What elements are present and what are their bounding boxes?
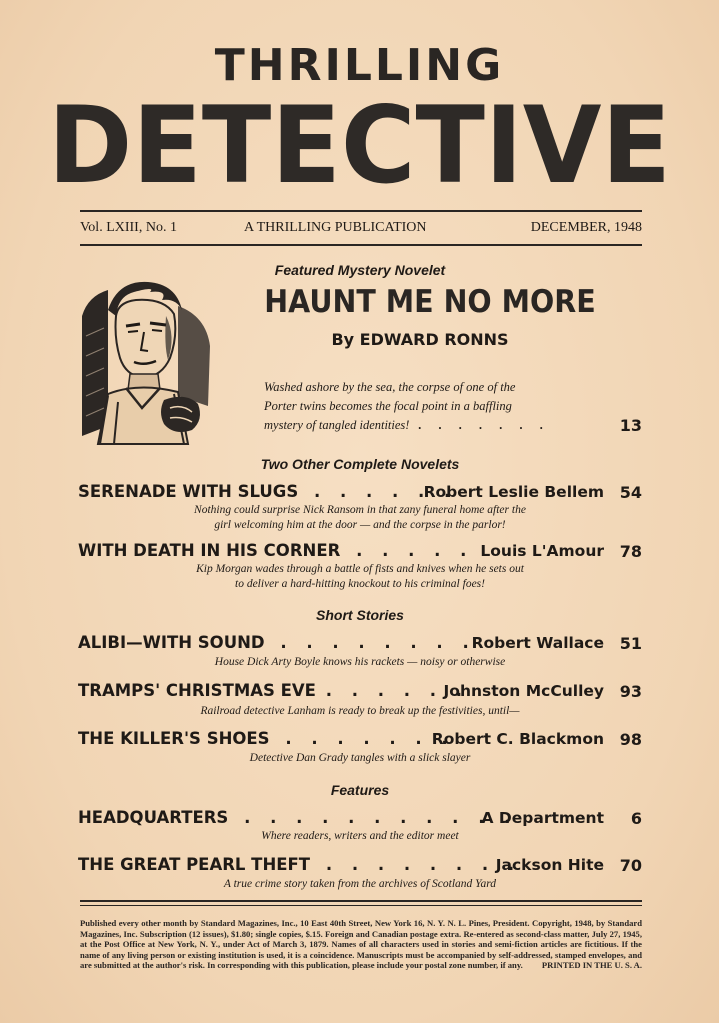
issue-rule bbox=[80, 244, 642, 246]
toc-entry-author: A Department bbox=[481, 809, 604, 827]
toc-entry-author: Robert Leslie Bellem bbox=[423, 483, 604, 501]
bottom-rule-1 bbox=[80, 900, 642, 902]
bottom-rule-2 bbox=[80, 905, 642, 906]
toc-entry-author: Robert Wallace bbox=[471, 634, 604, 652]
toc-entry-author: Robert C. Blackmon bbox=[431, 730, 604, 748]
leader-dots: . . . . . . bbox=[325, 681, 470, 700]
masthead-top-word: THRILLING bbox=[214, 40, 505, 91]
featured-blurb bbox=[264, 378, 624, 435]
featured-author: By EDWARD RONNS bbox=[331, 330, 509, 349]
toc-entry-page: 93 bbox=[619, 682, 642, 701]
leader-dots: . . . . . . . . bbox=[280, 633, 476, 652]
toc-entry-page: 78 bbox=[619, 542, 642, 561]
section-heading-novelets: Two Other Complete Novelets bbox=[260, 456, 460, 472]
publication-fineprint bbox=[80, 918, 642, 971]
featured-blurb-line-text: mystery of tangled identities! bbox=[264, 418, 410, 432]
fineprint-text: Published every other month by Standard Magazines, Inc., 10 East 40th Street, New York 16, N. Y. N. L. Pines, President. Copyright, 1948, by Standard Magazines, Inc. Subscription (12 issues), $1.80; single copies, $.15. Foreign and Canadian postage extra. Re-entered as second-class matter, July 27, 1945, at the Post Office at New York, N. Y., under Act of March 3, 1879. Names of all characters used in stories and semi-fiction articles are fictitious. If the name of any living person or existing institution is used, it is a coincidence. Manuscripts must be accompanied by self-addressed, stamped envelopes, and are submitted at the author's risk. In corresponding with this publication, please include your postal zone number, if any. bbox=[80, 918, 642, 971]
leader-dots: . . . . . bbox=[356, 541, 474, 560]
toc-entry-page: 70 bbox=[619, 856, 642, 875]
toc-entry-blurb: Railroad detective Lanham is ready to break up the festivities, until— bbox=[200, 705, 520, 717]
toc-entry-blurb: Where readers, writers and the editor meet bbox=[261, 830, 459, 842]
leader-dots: . . . . . . bbox=[313, 482, 458, 501]
toc-entry-blurb: Nothing could surprise Nick Ransom in that zany funeral home after the girl welcoming him at the door — and the corpse in the parlor! bbox=[194, 504, 526, 531]
toc-entry-blurb: House Dick Arty Boyle knows his rackets — noisy or otherwise bbox=[214, 656, 506, 668]
issue-volume: Vol. LXIII, No. 1 bbox=[80, 220, 177, 235]
masthead-main-word: DETECTIVE bbox=[47, 84, 672, 207]
leader-dots: . . . . . . . . . . . bbox=[244, 808, 518, 827]
leader-dots: . . . . . . . . bbox=[325, 855, 522, 874]
featured-blurb-line: Washed ashore by the sea, the corpse of one of the bbox=[264, 380, 516, 394]
toc-entry-blurb: Detective Dan Grady tangles with a slick slayer bbox=[249, 752, 471, 764]
toc-entry-page: 54 bbox=[619, 483, 642, 502]
featured-leader-dots: . . . . . . . bbox=[418, 418, 551, 432]
featured-title: HAUNT ME NO MORE bbox=[264, 284, 596, 320]
section-heading-features: Features bbox=[330, 782, 390, 798]
toc-entry-title: WITH DEATH IN HIS CORNER . . . . . bbox=[78, 541, 474, 560]
toc-entry-title: THE KILLER'S SHOES . . . . . . . bbox=[78, 729, 455, 748]
toc-entry-title: THE GREAT PEARL THEFT . . . . . . . . bbox=[78, 855, 522, 874]
featured-blurb-line: Porter twins becomes the focal point in a baffling bbox=[264, 399, 512, 413]
toc-entry-blurb: Kip Morgan wades through a battle of fists and knives when he sets out to deliver a hard-hitting knockout to his criminal foes! bbox=[196, 563, 524, 590]
toc-entry-page: 98 bbox=[619, 730, 642, 749]
toc-entry-title: ALIBI—WITH SOUND . . . . . . . . bbox=[78, 633, 476, 652]
toc-entry-author: Johnston McCulley bbox=[443, 682, 604, 700]
featured-heading: Featured Mystery Novelet bbox=[274, 262, 446, 278]
toc-entry-page: 6 bbox=[630, 809, 642, 828]
detective-portrait-illustration bbox=[78, 276, 214, 446]
section-heading-short-stories: Short Stories bbox=[316, 607, 404, 623]
toc-entry-author: Louis L'Amour bbox=[480, 542, 604, 560]
toc-entry-page: 51 bbox=[619, 634, 642, 653]
leader-dots: . . . . . . . bbox=[285, 729, 455, 748]
featured-blurb-line bbox=[264, 416, 624, 435]
printed-in-usa: PRINTED IN THE U. S. A. bbox=[541, 960, 642, 971]
toc-entry-title: HEADQUARTERS . . . . . . . . . . . bbox=[78, 808, 518, 827]
toc-entry-title: SERENADE WITH SLUGS . . . . . . bbox=[78, 482, 458, 501]
featured-page-number: 13 bbox=[619, 416, 642, 435]
masthead-rule bbox=[80, 210, 642, 212]
toc-entry-title: TRAMPS' CHRISTMAS EVE . . . . . . bbox=[78, 681, 470, 700]
issue-date: DECEMBER, 1948 bbox=[530, 220, 642, 235]
issue-publication: A THRILLING PUBLICATION bbox=[244, 220, 427, 235]
toc-entry-author: Jackson Hite bbox=[495, 856, 604, 874]
toc-entry-blurb: A true crime story taken from the archives of Scotland Yard bbox=[223, 878, 497, 890]
